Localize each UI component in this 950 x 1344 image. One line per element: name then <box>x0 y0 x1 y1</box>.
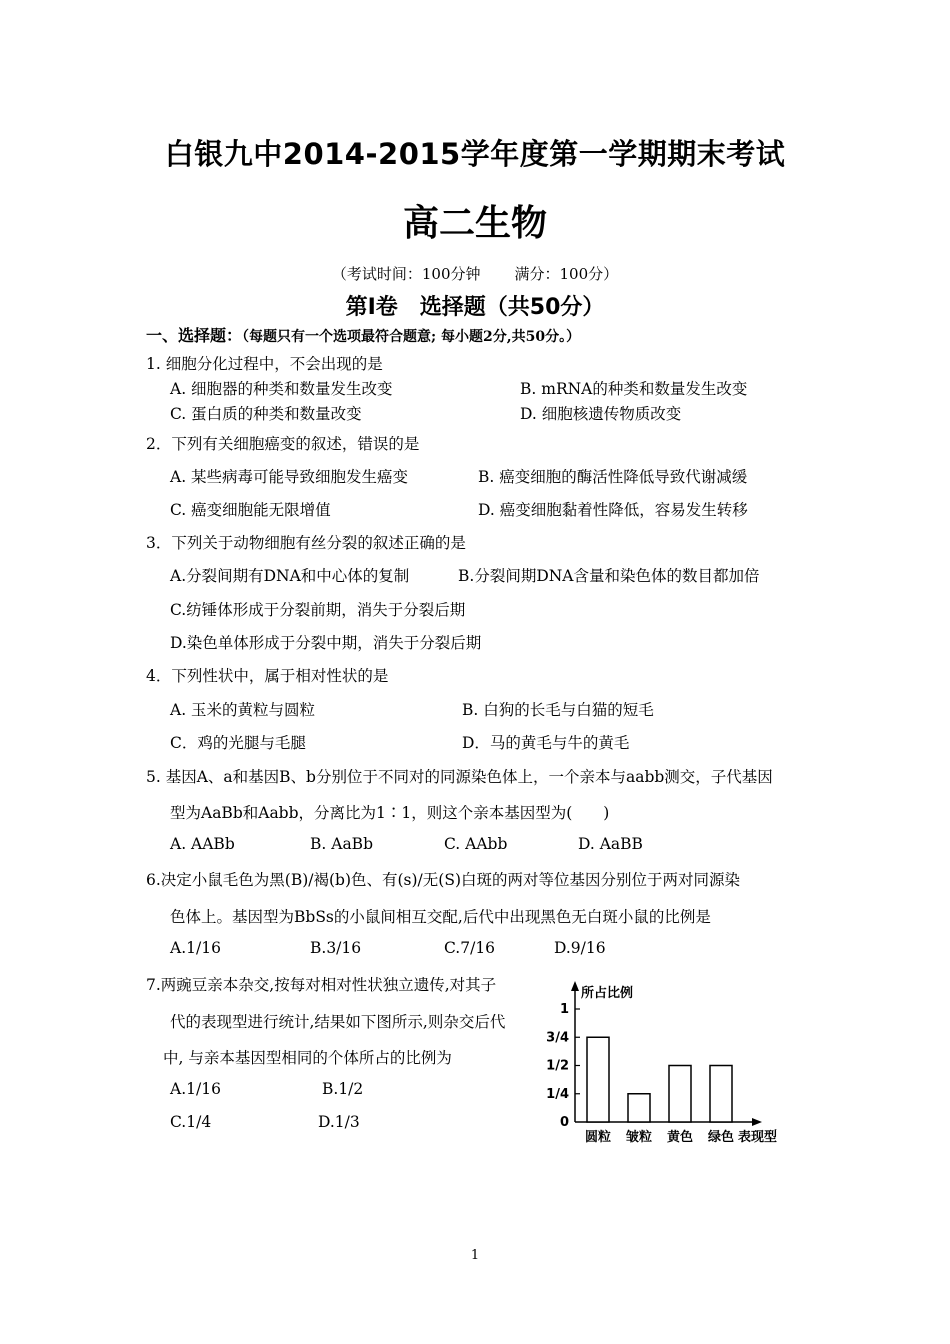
question-1-option-a: A. 细胞器的种类和数量发生改变 <box>170 380 393 398</box>
section-heading <box>146 323 580 346</box>
y-tick-label: 1 <box>559 1002 569 1017</box>
bar-4 <box>710 1066 732 1123</box>
bar-3 <box>669 1066 691 1123</box>
question-2-option-d: D. 癌变细胞黏着性降低，容易发生转移 <box>478 501 748 519</box>
question-1-option-d: D. 细胞核遗传物质改变 <box>520 405 682 423</box>
x-tick-label: 黄色 <box>666 1130 694 1145</box>
question-3-option-a: A.分裂间期有DNA和中心体的复制 <box>170 567 410 585</box>
question-7-option-a: A.1/16 <box>170 1080 221 1098</box>
question-7-option-d: D.1/3 <box>318 1113 360 1131</box>
question-1-stem: 1. 细胞分化过程中，不会出现的是 <box>146 355 383 373</box>
question-5-option-a: A. AABb <box>170 835 235 853</box>
phenotype-bar-chart <box>540 975 800 1150</box>
y-tick-label: 1/4 <box>546 1086 569 1102</box>
question-7-stem-line3: 中, 与亲本基因型相同的个体所占的比例为 <box>163 1049 452 1067</box>
question-7-stem-line2: 代的表现型进行统计,结果如下图所示,则杂交后代 <box>170 1013 506 1031</box>
question-6-option-d: D.9/16 <box>554 939 606 957</box>
subject-title: 高二生物 <box>402 203 547 244</box>
question-4-option-c: C．鸡的光腿与毛腿 <box>170 734 306 752</box>
question-4-option-a: A. 玉米的黄粒与圆粒 <box>170 701 316 719</box>
x-tick-label: 皱粒 <box>625 1130 653 1145</box>
section-label: 一、选择题： <box>146 326 243 345</box>
question-5-option-b: B. AaBb <box>310 835 373 853</box>
question-3-option-c: C.纺锤体形成于分裂前期，消失于分裂后期 <box>170 601 466 619</box>
question-1-option-c: C. 蛋白质的种类和数量改变 <box>170 405 362 423</box>
volume-heading: 第Ⅰ卷 选择题（共50分） <box>345 295 605 320</box>
question-5-stem: 5. 基因A、a和基因B、b分别位于不同对的同源染色体上，一个亲本与aabb测交，子代基因 <box>146 768 773 786</box>
question-3-option-d: D.染色单体形成于分裂中期，消失于分裂后期 <box>170 634 482 652</box>
exam-title: 白银九中2014-2015学年度第一学期期末考试 <box>164 137 786 171</box>
question-6-option-c: C.7/16 <box>444 939 496 957</box>
bar-2 <box>628 1094 650 1122</box>
question-4-stem: 4．下列性状中，属于相对性状的是 <box>146 667 389 685</box>
question-7-stem: 7.两豌豆亲本杂交,按每对相对性状独立遗传,对其子 <box>146 976 497 994</box>
section-note: （每题只有一个选项最符合题意; 每小题2分,共50分。） <box>242 329 581 345</box>
question-6-stem-line2: 色体上。基因型为BbSs的小鼠间相互交配,后代中出现黑色无白斑小鼠的比例是 <box>170 908 711 926</box>
x-tick-label: 绿色 <box>707 1130 735 1145</box>
x-axis-label: 表现型 <box>738 1130 778 1145</box>
question-3-stem: 3．下列关于动物细胞有丝分裂的叙述正确的是 <box>146 534 466 552</box>
question-2-option-b: B. 癌变细胞的酶活性降低导致代谢减缓 <box>478 468 748 486</box>
question-6-stem: 6.决定小鼠毛色为黑(B)/褐(b)色、有(s)/无(S)白斑的两对等位基因分别位于两对同源染 <box>146 871 740 889</box>
question-2-stem: 2．下列有关细胞癌变的叙述，错误的是 <box>146 435 420 453</box>
bar-1 <box>587 1037 609 1122</box>
question-4-option-d: D．马的黄毛与牛的黄毛 <box>462 734 630 752</box>
exam-score: 满分：100分） <box>514 265 619 283</box>
question-2-option-c: C. 癌变细胞能无限增值 <box>170 501 331 519</box>
page-number: 1 <box>470 1248 480 1263</box>
question-2-option-a: A. 某些病毒可能导致细胞发生癌变 <box>170 468 409 486</box>
question-7-option-c: C.1/4 <box>170 1113 212 1131</box>
question-7-option-b: B.1/2 <box>322 1080 364 1098</box>
x-tick-label: 圆粒 <box>584 1130 612 1145</box>
question-5-option-c: C. AAbb <box>444 835 508 853</box>
y-axis-arrow <box>571 981 579 991</box>
question-6-option-a: A.1/16 <box>170 939 221 957</box>
exam-meta <box>0 263 950 284</box>
y-tick-label: 0 <box>559 1115 569 1130</box>
y-axis-label: 所占比例 <box>581 986 634 1001</box>
exam-time: （考试时间：100分钟 <box>331 265 481 283</box>
y-tick-label: 3/4 <box>546 1030 569 1046</box>
question-4-option-b: B. 白狗的长毛与白猫的短毛 <box>462 701 654 719</box>
y-tick-label: 1/2 <box>546 1058 569 1074</box>
question-1-option-b: B. mRNA的种类和数量发生改变 <box>520 380 748 398</box>
x-axis-arrow <box>752 1118 762 1126</box>
question-6-option-b: B.3/16 <box>310 939 362 957</box>
question-5-stem-line2: 型为AaBb和Aabb，分离比为1∶1，则这个亲本基因型为( ) <box>170 804 610 822</box>
question-3-option-b: B.分裂间期DNA含量和染色体的数目都加倍 <box>458 567 760 585</box>
question-5-option-d: D. AaBB <box>578 835 643 853</box>
